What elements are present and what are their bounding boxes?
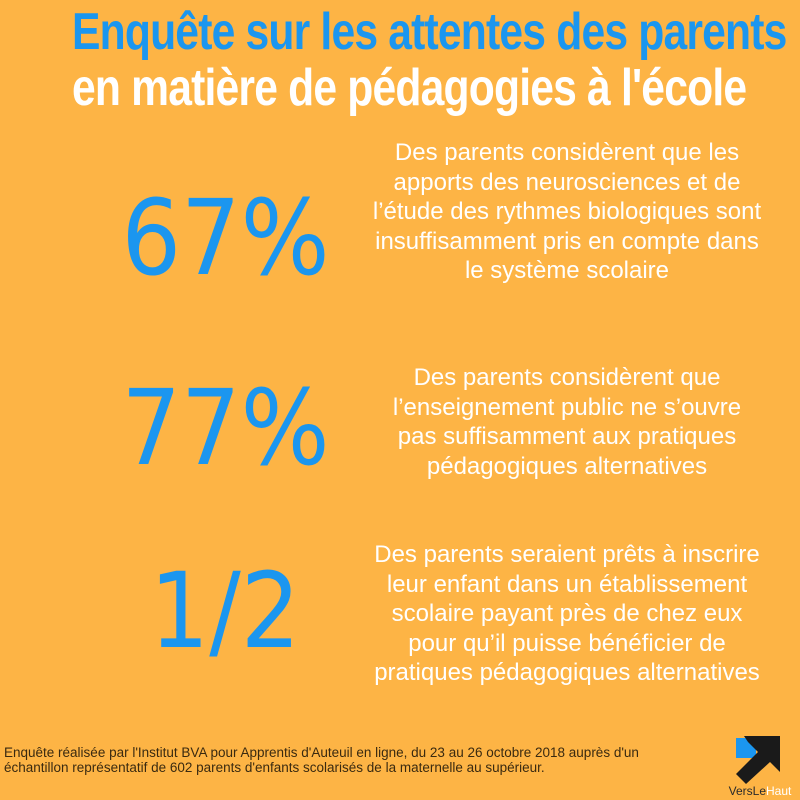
verslehaut-logo — [726, 732, 794, 798]
page-title: Enquête sur les attentes des parents — [72, 3, 787, 61]
stat-value-3: 1/2 — [149, 550, 301, 672]
stat-value-1: 67% — [121, 177, 330, 299]
logo-text-haut: Haut — [766, 784, 792, 798]
stat-value-2: 77% — [121, 367, 330, 489]
stat-description-1: Des parents considèrent que les apports des neurosciences et de l’étude des rythmes biologiques sont insuffisamment pris en compte dans le système scolaire — [372, 139, 762, 284]
logo-text-versle: VersLe — [728, 784, 766, 798]
stat-description-3: Des parents seraient prêts à inscrire leur enfant dans un établissement scolaire payant près de chez eux pour qu’il puisse bénéficier de pratiques pédagogiques alternatives — [374, 541, 760, 686]
logo-wordmark — [726, 784, 794, 798]
arrow-logo-icon — [732, 732, 788, 784]
survey-footnote: Enquête réalisée par l'Institut BVA pour Apprentis d'Auteuil en ligne, du 23 au 26 octobre 2018 auprès d'un échantillon représentatif de 602 parents d'enfants scolarisés de la maternelle au supérieur. — [4, 745, 639, 775]
stat-description-2: Des parents considèrent que l’enseignement public ne s’ouvre pas suffisamment aux pratiques pédagogiques alternatives — [392, 364, 742, 480]
page-subtitle: en matière de pédagogies à l'école — [72, 59, 747, 117]
